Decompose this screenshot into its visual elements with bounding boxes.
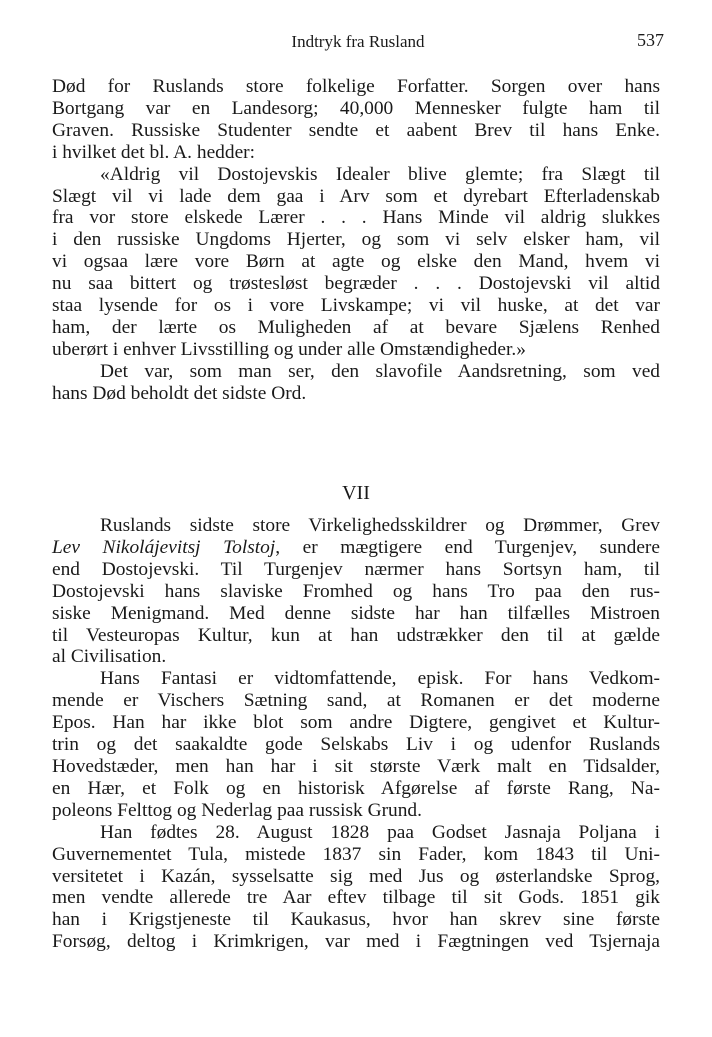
text-line: hans Død beholdt det sidste Ord. (52, 382, 307, 404)
text-line: ham, der lærte os Muligheden af at bevare Sjælens Renhed (52, 316, 660, 338)
author-name: Lev Nikolájevitsj Tolstoj (52, 536, 276, 558)
text-fragment: , er mægtigere end Turgenjev, sundere (275, 536, 660, 558)
text-line: Død for Ruslands store folkelige Forfatter. Sorgen over hans (52, 76, 660, 97)
text-line: staa lysende for os i vore Livskampe; vi vil huske, at det var (52, 295, 660, 317)
text-line: en Hær, et Folk og en historisk Afgørelse af første Rang, Na- (52, 777, 660, 799)
text-line: i hvilket det bl. A. hedder: (52, 141, 256, 163)
text-line: i den russiske Ungdoms Hjerter, og som vi selv elsker ham, vil (52, 229, 660, 251)
text-line: Dostojevski hans slaviske Fromhed og hans Tro paa den rus- (52, 580, 660, 602)
text-line: Slægt vil vi lade dem gaa i Arv som et dyrebart Efterladenskab (52, 185, 660, 207)
chapter-heading: VII (342, 482, 370, 504)
text-line: Bortgang var en Landesorg; 40,000 Mennesker fulgte ham til (52, 97, 660, 119)
text-line: mende er Vischers Sætning sand, at Romanen er det moderne (52, 690, 660, 712)
text-line: versitetet i Kazán, sysselsatte sig med Jus og østerlandske Sprog, (52, 865, 660, 887)
text-line: siske Menigmand. Med denne sidste har han tilfælles Mistroen (52, 602, 660, 624)
text-line: trin og det saakaldte gode Selskabs Liv i og udenfor Ruslands (52, 734, 660, 756)
text-line: end Dostojevski. Til Turgenjev nærmer hans Sortsyn ham, til (52, 558, 660, 580)
text-line: vi ogsaa lære vore Børn at agte og elske den Mand, hvem vi (52, 251, 660, 273)
text-line: Ruslands sidste store Virkelighedsskildrer og Drømmer, Grev (100, 515, 660, 536)
text-block-dostojevski (52, 76, 660, 405)
text-line: han i Krigstjeneste til Kaukasus, hvor han skrev sine første (52, 909, 660, 931)
text-line: Guvernementet Tula, mistede 1837 sin Fader, kom 1843 til Uni- (52, 843, 660, 865)
running-header (52, 30, 664, 54)
running-title: Indtryk fra Rusland (291, 32, 425, 51)
text-line: til Vesteuropas Kultur, kun at han udstrækker den til at gælde (52, 624, 660, 646)
text-line: Forsøg, deltog i Krimkrigen, var med i Fægtningen ved Tsjernaja (52, 931, 660, 953)
text-line: Hovedstæder, men han har i sit største Værk malt en Tidsalder, (52, 755, 660, 777)
text-line: Han fødtes 28. August 1828 paa Godset Jasnaja Poljana i (100, 821, 660, 843)
text-line (52, 537, 660, 559)
text-line: Det var, som man ser, den slavofile Aandsretning, som ved (100, 360, 660, 382)
text-line: Epos. Han har ikke blot som andre Digtere, gengivet et Kultur- (52, 712, 660, 734)
text-block-tolstoj (52, 515, 660, 953)
page-number: 537 (637, 30, 664, 50)
text-line: uberørt i enhver Livsstilling og under alle Omstændigheder.» (52, 338, 526, 360)
text-line: fra vor store elskede Lærer . . . Hans Minde vil aldrig slukkes (52, 207, 660, 229)
text-line: «Aldrig vil Dostojevskis Idealer blive glemte; fra Slægt til (100, 163, 660, 185)
text-line: Hans Fantasi er vidtomfattende, episk. For hans Vedkom- (100, 668, 660, 690)
text-line: nu saa bittert og trøstesløst begræder . . . Dostojevski vil altid (52, 273, 660, 295)
text-line: al Civilisation. (52, 646, 167, 668)
text-line: poleons Felttog og Nederlag paa russisk Grund. (52, 799, 422, 821)
text-line: men vendte allerede tre Aar eftev tilbage til sit Gods. 1851 gik (52, 887, 660, 909)
text-line: Graven. Russiske Studenter sendte et aabent Brev til hans Enke. (52, 119, 660, 141)
